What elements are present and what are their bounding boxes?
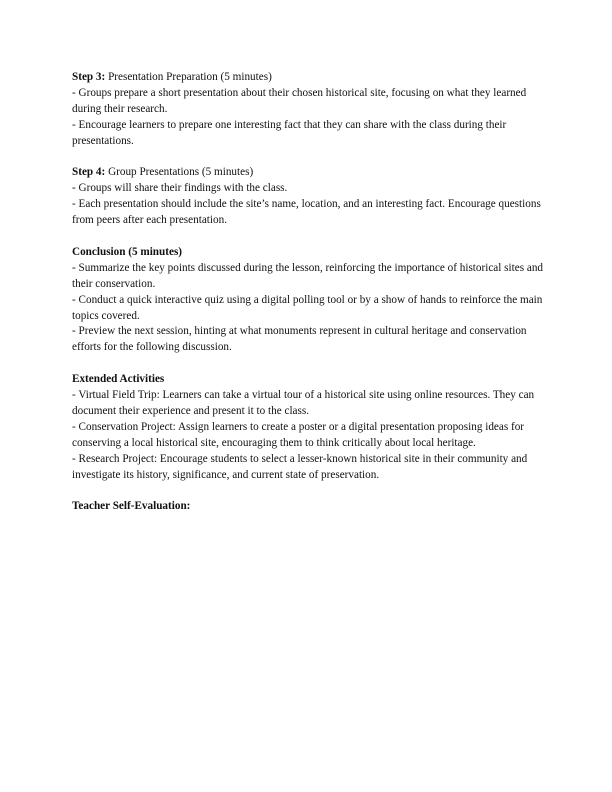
step-3-title: Presentation Preparation (5 minutes) [105, 71, 272, 83]
teacher-self-evaluation-heading: Teacher Self-Evaluation: [72, 500, 191, 513]
step-3-label: Step 3: [72, 71, 106, 83]
conclusion-item: - Summarize the key points discussed during the lesson, reinforcing the importance of historical sites and their conservation. [72, 261, 544, 290]
step-4-section [72, 165, 548, 229]
extended-activities-section [72, 372, 548, 483]
document-page [72, 70, 548, 531]
step-3-item: - Groups prepare a short presentation about their chosen historical site, focusing on what they learned during their research. [72, 86, 527, 115]
extended-activity-item: - Research Project: Encourage students to select a lesser-known historical site in their community and investigate its history, significance, and current state of preservation. [72, 452, 528, 481]
extended-activity-item: - Virtual Field Trip: Learners can take a virtual tour of a historical site using online resources. They can document their experience and present it to the class. [72, 389, 535, 417]
step-4-heading [72, 165, 548, 181]
conclusion-item: - Preview the next session, hinting at what monuments represent in cultural heritage and conservation efforts for the following discussion. [72, 325, 527, 354]
extended-activity-item: - Conservation Project: Assign learners to create a poster or a digital presentation proposing ideas for conserving a local historical site, encouraging them to think critically about local heritage. [72, 420, 525, 449]
step-3-section [72, 70, 548, 150]
teacher-self-evaluation-section [72, 499, 548, 515]
step-3-heading [72, 70, 548, 86]
step-4-item: - Groups will share their findings with the class. [72, 182, 288, 195]
extended-activities-heading: Extended Activities [72, 373, 165, 386]
step-4-label: Step 4: [72, 166, 106, 179]
step-4-item: - Each presentation should include the site’s name, location, and an interesting fact. Encourage questions from peers after each presentation. [72, 198, 541, 227]
step-3-item: - Encourage learners to prepare one interesting fact that they can share with the class during their presentations. [72, 118, 507, 147]
conclusion-heading: Conclusion (5 minutes) [72, 245, 183, 258]
conclusion-section [72, 245, 548, 356]
step-4-title: Group Presentations (5 minutes) [105, 166, 254, 179]
conclusion-item: - Conduct a quick interactive quiz using a digital polling tool or by a show of hands to reinforce the main topics covered. [72, 293, 543, 322]
